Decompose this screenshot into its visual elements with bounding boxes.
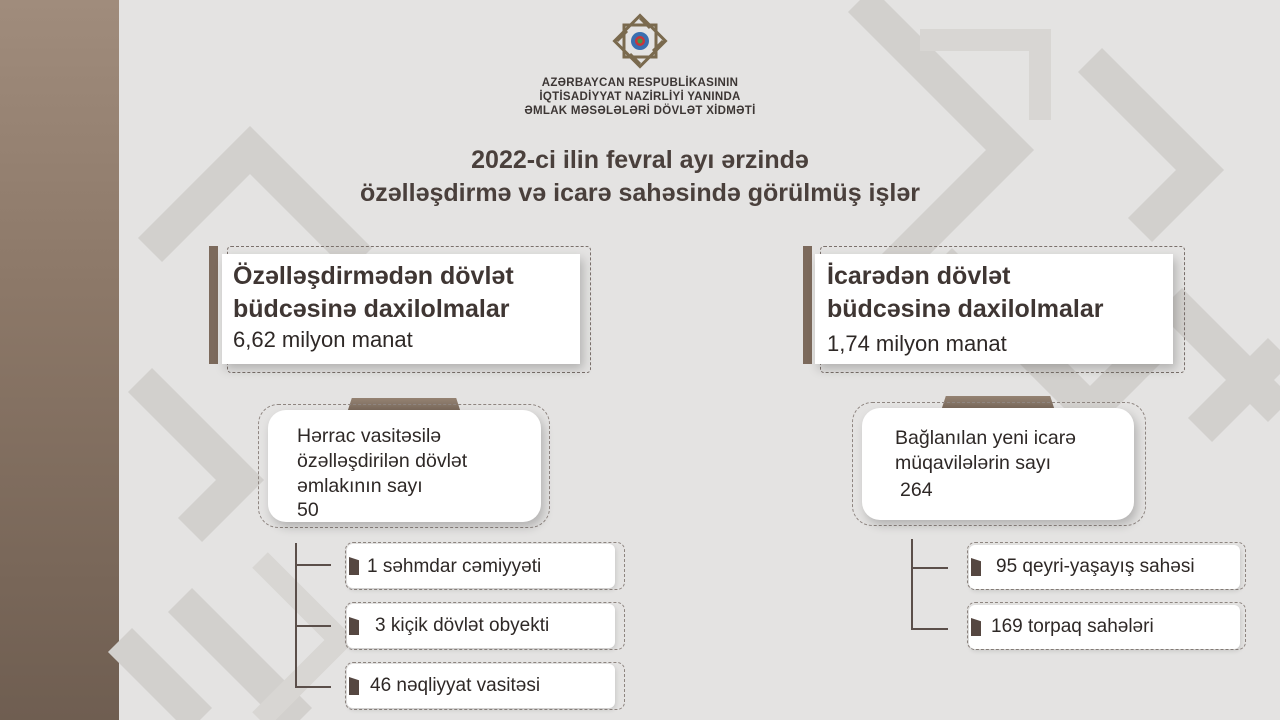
lease-item-2-text: 169 torpaq sahələri	[991, 616, 1154, 637]
bookmark-icon	[349, 677, 359, 695]
privatization-item-1-text: 1 səhmdar cəmiyyəti	[367, 556, 542, 577]
privatization-item-3	[347, 664, 615, 708]
lease-amount: 1,74 milyon manat	[827, 331, 1007, 356]
privatization-item-2	[347, 604, 615, 648]
page-title-line-1: 2022-ci ilin fevral ayı ərzində	[471, 146, 809, 174]
lease-income-card	[815, 254, 1173, 364]
contracts-count-value: 264	[900, 479, 933, 501]
lease-heading-line-1: İcarədən dövlət	[827, 262, 1011, 290]
lease-item-2	[969, 605, 1240, 649]
privatization-item-2-text: 3 kiçik dövlət obyekti	[375, 615, 550, 636]
lease-heading-line-2: büdcəsinə daxilolmalar	[827, 295, 1104, 323]
lease-item-1-text: 95 qeyri-yaşayış sahəsi	[996, 556, 1195, 577]
lease-tree-branch-1	[911, 567, 948, 569]
lease-item-1	[969, 545, 1240, 589]
contracts-count-card	[862, 408, 1134, 520]
header	[500, 10, 780, 118]
privatization-tree-branch-2	[295, 625, 331, 627]
privatization-heading-line-1: Özəlləşdirmədən dövlət	[233, 262, 514, 290]
lease-accent-bar	[803, 246, 812, 364]
lease-tree-trunk	[911, 539, 913, 630]
privatization-item-3-text: 46 nəqliyyat vasitəsi	[370, 675, 541, 696]
bookmark-icon	[971, 558, 981, 576]
privatization-amount: 6,62 milyon manat	[233, 327, 413, 352]
org-name-line-3: ƏMLAK MƏSƏLƏLƏRİ DÖVLƏT XİDMƏTİ	[524, 105, 756, 117]
emblem-icon	[609, 10, 671, 72]
org-name-line-2: İQTİSADİYYAT NAZİRLİYİ YANINDA	[539, 91, 741, 103]
page-title	[240, 144, 1040, 210]
contracts-label-line-2: müqavilələrin sayı	[895, 452, 1052, 474]
auction-label-line-2: özəlləşdirilən dövlət	[297, 450, 468, 472]
privatization-income-card	[222, 254, 580, 364]
bookmark-icon	[971, 618, 981, 636]
page-title-line-2: özəlləşdirmə və icarə sahəsində görülmüş işlər	[360, 179, 920, 207]
auction-label-line-1: Hərrac vasitəsilə	[297, 425, 442, 447]
privatization-tree-branch-3	[295, 686, 331, 688]
bookmark-icon	[349, 557, 359, 575]
privatization-accent-bar	[209, 246, 218, 364]
auction-label-line-3: əmlakının sayı	[297, 475, 423, 497]
org-name-line-1: AZƏRBAYCAN RESPUBLİKASININ	[541, 77, 739, 89]
privatization-tree-branch-1	[295, 564, 331, 566]
auction-count-value: 50	[297, 499, 319, 521]
auction-count-card	[268, 410, 541, 522]
lease-tree-branch-2	[911, 628, 948, 630]
bookmark-icon	[349, 617, 359, 635]
privatization-item-1	[347, 544, 615, 588]
privatization-heading-line-2: büdcəsinə daxilolmalar	[233, 295, 510, 323]
contracts-label-line-1: Bağlanılan yeni icarə	[895, 427, 1077, 449]
